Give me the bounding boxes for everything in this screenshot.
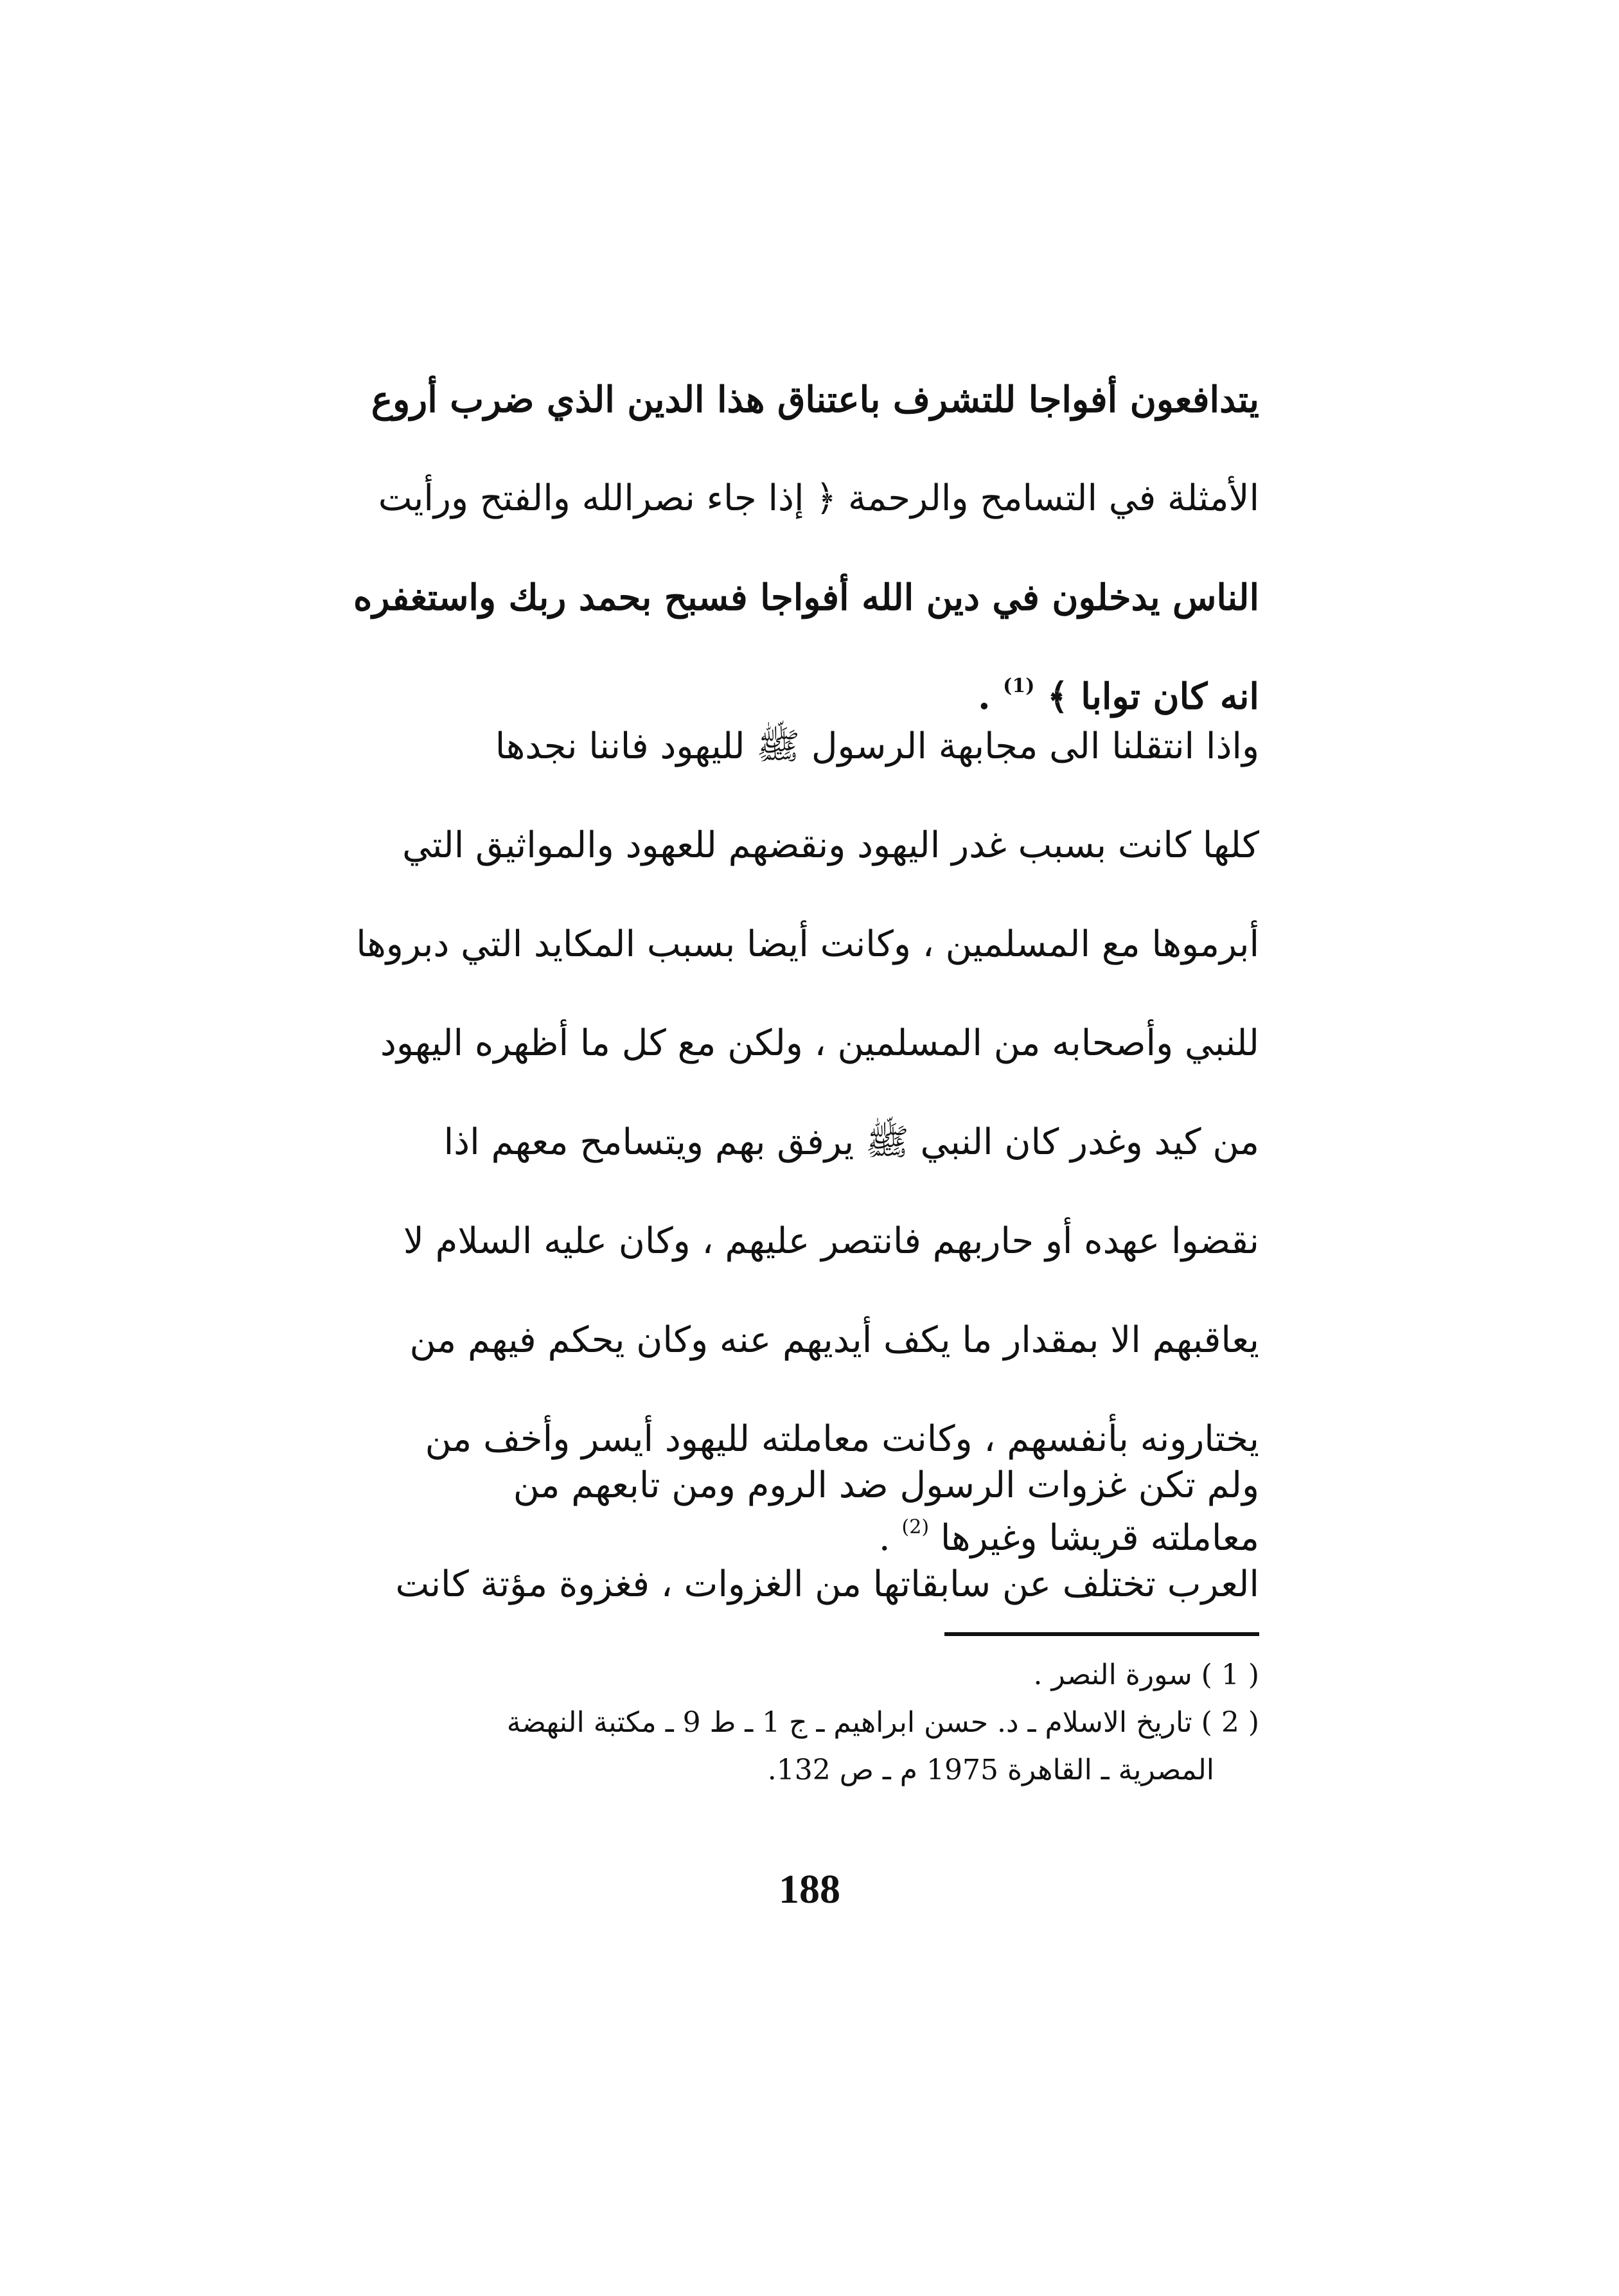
text-line: للنبي وأصحابه من المسلمين ، ولكن مع كل ما أظهره اليهود	[380, 1022, 1259, 1064]
text-line: نقضوا عهده أو حاربهم فانتصر عليهم ، وكان عليه السلام لا	[403, 1220, 1259, 1262]
paragraph-3	[318, 1436, 1259, 1634]
line-tail: .	[878, 1517, 890, 1559]
paragraph-1	[318, 350, 1259, 746]
text-line: أبرموها مع المسلمين ، وكانت أيضا بسبب المكايد التي دبروها	[356, 923, 1259, 965]
text-line: كلها كانت بسبب غدر اليهود ونقضهم للعهود والمواثيق التي	[402, 824, 1259, 866]
footnote-ref-2: (2)	[901, 1516, 930, 1538]
line-tail: .	[978, 675, 991, 718]
footnote-2-continued: المصرية ـ القاهرة 1975 م ـ ص 132.	[767, 1754, 1214, 1786]
text-line: الناس يدخلون في دين الله أفواجا فسبح بحمد ربك واستغفره	[353, 576, 1259, 619]
line-text: معاملته قريشا وغيرها	[940, 1517, 1259, 1559]
text-line: من كيد وغدر كان النبي ﷺ يرفق بهم ويتسامح معهم اذا	[443, 1121, 1259, 1163]
footnote-divider	[944, 1632, 1259, 1636]
text-line: يعاقبهم الا بمقدار ما يكف أيديهم عنه وكان يحكم فيهم من	[409, 1319, 1259, 1361]
text-line: يختارونه بأنفسهم ، وكانت معاملته لليهود أيسر وأخف من	[425, 1418, 1259, 1460]
footnote-ref-1: (1)	[1003, 675, 1035, 697]
footnote-1: ( 1 ) سورة النصر .	[1033, 1659, 1259, 1691]
text-line: الأمثلة في التسامح والرحمة ﴿ إذا جاء نصرالله والفتح ورأيت	[378, 477, 1259, 519]
footnote-2: ( 2 ) تاريخ الاسلام ـ د. حسن ابراهيم ـ ج 1 ـ ط 9 ـ مكتبة النهضة	[506, 1706, 1259, 1739]
text-line: يتدافعون أفواجا للتشرف باعتناق هذا الدين الذي ضرب أروع	[371, 378, 1259, 421]
text-line: واذا انتقلنا الى مجابهة الرسول ﷺ لليهود فاننا نجدها	[495, 725, 1259, 767]
text-line: ولم تكن غزوات الرسول ضد الروم ومن تابعهم من	[513, 1464, 1259, 1506]
page-number: 188	[779, 1866, 840, 1912]
quran-verse-end: انه كان توابا ﴾	[1047, 675, 1259, 718]
footnotes	[318, 1651, 1259, 1794]
text-line: العرب تختلف عن سابقاتها من الغزوات ، فغزوة مؤتة كانت	[395, 1563, 1259, 1605]
